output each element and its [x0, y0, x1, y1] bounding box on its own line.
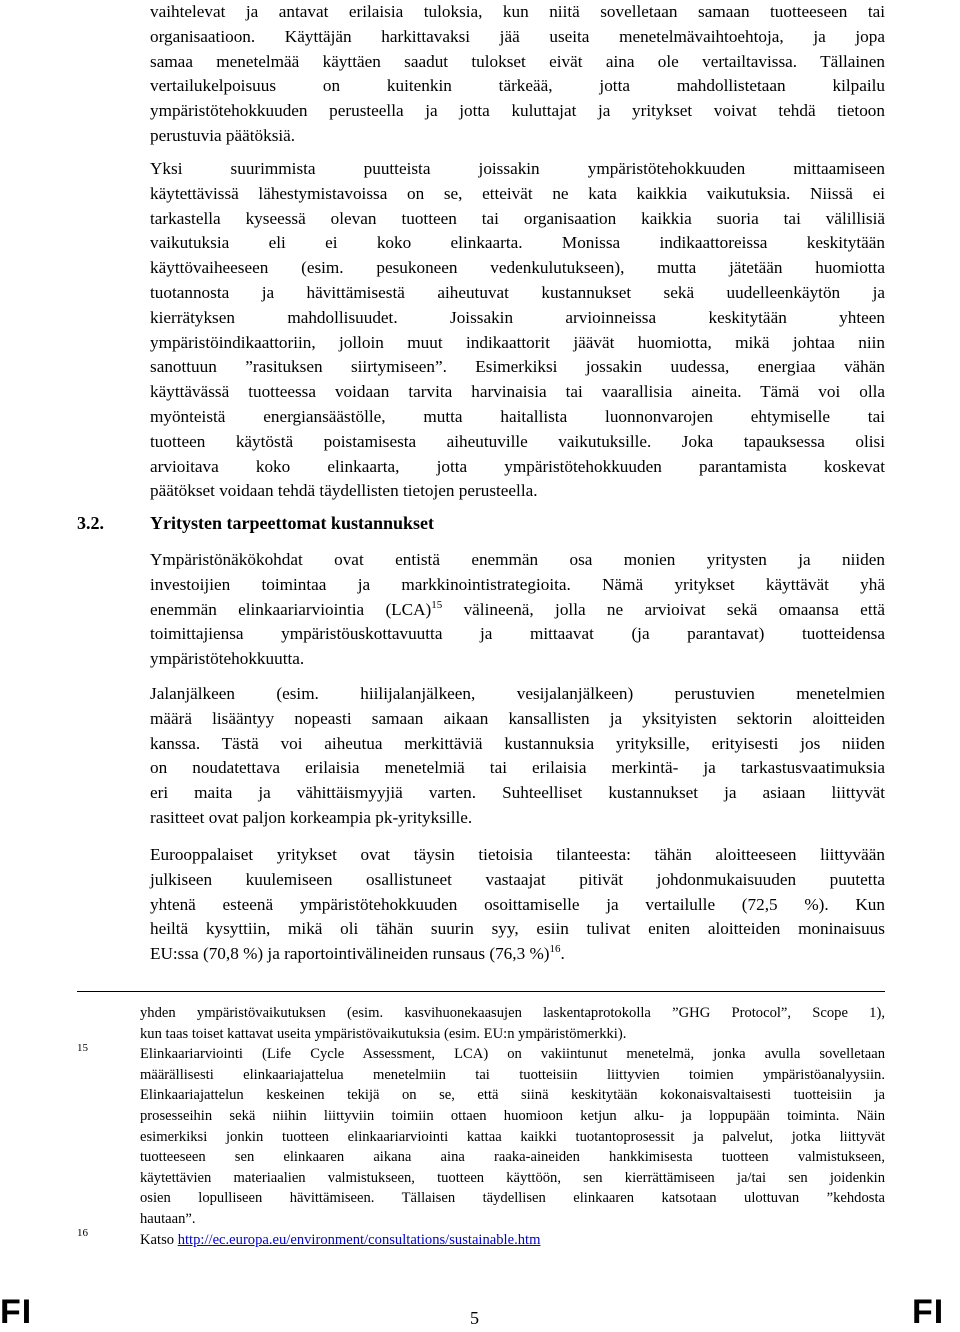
text-line: päätökset voidaan tehdä täydellisten tietojen perusteella.: [150, 481, 538, 501]
text-line: Ympäristönäkökohdat ovat entistä enemmän osa monien yritysten ja niiden: [150, 550, 885, 569]
text-line: organisaatioon. Käyttäjän harkittavaksi jää useita menetelmävaihtoehtoja, ja jopa: [150, 26, 885, 46]
footnote-line: määrällisesti elinkaariajattelua menetelmiin tai tuotteisiin liittyvien toimien ympäristöanalyysiin.: [140, 1066, 885, 1083]
text-run: Katso: [140, 1231, 178, 1248]
text-run: välineenä, jolla ne arvioivat sekä omaansa että: [442, 599, 885, 619]
text-line: toimittajiensa ympäristöuskottavuutta ja mittaavat (ja parantavat) tuotteidensa: [150, 624, 885, 644]
text-line: Eurooppalaiset yritykset ovat täysin tietoisia tilanteesta: tähän aloitteeseen liittyvään: [150, 845, 885, 864]
text-line: samaa menetelmää käyttäen saadut tulokset eivät aina ole vertailtavissa. Tällainen: [150, 51, 885, 71]
text-line: käyttövaiheeseen (esim. pesukoneen vedenkulutukseen), mutta jätetään huomiotta: [150, 258, 885, 278]
footnote-line: yhden ympäristövaikutuksen (esim. kasvihuonekaasujen laskentaprotokolla ”GHG Protocol”, Scope 1),: [140, 1005, 885, 1021]
section-title: Yritysten tarpeettomat kustannukset: [150, 513, 434, 533]
paragraph-1: [150, 0, 885, 149]
text-line: vaikutuksia eli ei koko elinkaarta. Monissa indikaattoreissa keskitytään: [150, 233, 885, 253]
footnote-line: esimerkiksi jonkin tuotteen elinkaariarviointi kattaa kaikki tuotantoprosessit ja palvelut, jotka liittyvät: [140, 1128, 885, 1145]
text-line: ympäristötehokkuutta.: [150, 649, 305, 669]
text-line: käyttävässä tuotteessa voidaan tarvita harvinaisia tai vaarallisia aineita. Tämä voi olla: [150, 382, 885, 402]
page-number: 5: [470, 1308, 479, 1328]
text-line: investoijien toimintaa ja markkinointistrategioita. Nämä yritykset käyttävät yhä: [150, 574, 885, 594]
footnote-line: hautaan”.: [140, 1210, 196, 1227]
footnote-line: osien lopulliseen hävittämiseen. Tällaisen täydellisen elinkaaren katsotaan ulottuvan ”kehdosta: [140, 1190, 885, 1207]
text-line: on noudatettava erilaisia menetelmiä tai erilaisia merkintä- ja tarkastusvaatimuksia: [150, 758, 885, 778]
footnote-line: prosesseihin sekä niihin liittyviin toimiin ottaen huomioon ketjun alku- ja loppupään toiminta. Näin: [140, 1107, 885, 1124]
paragraph-4: [150, 682, 885, 831]
text-line: tuotteen käytöstä poistamisesta aiheutuville vaikutuksille. Joka tapauksessa olisi: [150, 431, 885, 451]
text-line: perustuvia päätöksiä.: [150, 125, 296, 145]
text-line: [150, 598, 885, 623]
text-line: tuotannosta ja hävittämisestä aiheutuvat kustannukset sekä uudelleenkäytön ja: [150, 282, 885, 302]
footnote-16-number: 16: [77, 1227, 88, 1239]
text-run: .: [560, 944, 565, 964]
language-code-right: FI: [912, 1293, 945, 1331]
text-line: määrä lisääntyy nopeasti samaan aikaan kansallisten ja yksityisten sektorin aloitteiden: [150, 708, 885, 728]
footnote-separator: [77, 991, 885, 992]
text-line: kierrätyksen mahdollisuudet. Joissakin arvioinneissa keskitytään yhteen: [150, 307, 885, 327]
text-run: EU:ssa (70,8 %) ja raportointivälineiden runsaus (76,3 %): [150, 944, 550, 964]
text-line: arvioitava koko elinkaarta, jotta ympäristötehokkuuden parantamista koskevat: [150, 456, 885, 476]
text-line: kanssa. Tästä voi aiheutua merkittäviä kustannuksia yrityksille, erityisesti jos niiden: [150, 733, 885, 753]
text-line: ympäristöindikaattoriin, jolloin muut indikaattorit jäävät huomiotta, mikä johtaa niin: [150, 332, 885, 352]
text-line: eri maita ja vähittäismyyjiä varten. Suhteelliset kustannukset ja asiaan liittyvät: [150, 783, 885, 803]
section-number: 3.2.: [77, 513, 104, 533]
footnote-line: kun taas toiset kattavat useita ympäristövaikutuksia (esim. EU:n ympäristömerkki).: [140, 1025, 627, 1042]
footnote-15-number: 15: [77, 1042, 88, 1054]
footnote-line: Elinkaariarviointi (Life Cycle Assessment, LCA) on vakiintunut menetelmä, jonka avulla sovelletaan: [140, 1046, 885, 1063]
footnote-line: käytettävien materiaalien valmistukseen, tuotteen käyttöön, sen kierrättämiseen ja/tai sen joidenkin: [140, 1169, 885, 1186]
text-line: käytettävissä lähestymistavoissa on se, etteivät ne kata kaikkia vaikutuksia. Niissä ei: [150, 183, 885, 203]
text-run: enemmän elinkaariarviointia (LCA): [150, 599, 432, 619]
language-code-left: FI: [0, 1293, 33, 1331]
text-line: myönteistä energiansäästölle, mutta haitallista luonnonvarojen ehtymiselle tai: [150, 406, 885, 426]
text-line: rasitteet ovat paljon korkeampia pk-yrityksille.: [150, 807, 473, 827]
paragraph-5: [150, 843, 885, 967]
text-line: heiltä kysyttiin, mikä oli tähän suurin syy, esiin tulivat eniten aloitteiden moninaisuus: [150, 919, 885, 939]
footnote-reference: 16: [549, 943, 561, 956]
text-line: vaihtelevat ja antavat erilaisia tuloksia, kun niitä sovelletaan samaan tuotteeseen tai: [150, 2, 885, 21]
footnotes: [140, 1003, 885, 1250]
footnote-line: tuotteeseen sen elinkaaren aikana aina raaka-aineiden hankkimisesta tuotteen valmistukseen,: [140, 1149, 885, 1166]
text-line: [150, 942, 885, 967]
text-line: yhtenä esteenä ympäristötehokkuuden osoittamiselle ja vertailulle (72,5 %). Kun: [150, 894, 885, 914]
text-line: vertailukelpoisuus on kuitenkin tärkeää, jotta mahdollistetaan kilpailu: [150, 76, 885, 96]
footnote-16-text: [140, 1230, 885, 1251]
text-line: sanottuun ”rasituksen siirtymiseen”. Esimerkiksi jossakin uudessa, energiaa vähän: [150, 357, 885, 377]
text-line: Yksi suurimmista puutteista joissakin ympäristötehokkuuden mittaamiseen: [150, 159, 885, 178]
text-line: julkiseen kuulemiseen osallistuneet vastaajat pitivät johdonmukaisuuden puutetta: [150, 869, 885, 889]
text-line: ympäristötehokkuuden perusteella ja jotta kuluttajat ja yritykset voivat tehdä tietoon: [150, 101, 885, 121]
footnote-reference: 15: [431, 598, 443, 611]
text-line: Jalanjälkeen (esim. hiilijalanjälkeen, vesijalanjälkeen) perustuvien menetelmien: [150, 684, 885, 703]
text-line: tarkastella kyseessä olevan tuotteen tai organisaation kaikkia suoria tai välillisiä: [150, 208, 885, 228]
source-link[interactable]: http://ec.europa.eu/environment/consultations/sustainable.htm: [177, 1231, 541, 1248]
paragraph-3: [150, 548, 885, 672]
footnote-line: Elinkaariajattelun keskeinen tekijä on se, että siinä keskitytään kokonaisvaltaisesti tuotteisiin ja: [140, 1087, 885, 1104]
paragraph-2: [150, 157, 885, 504]
